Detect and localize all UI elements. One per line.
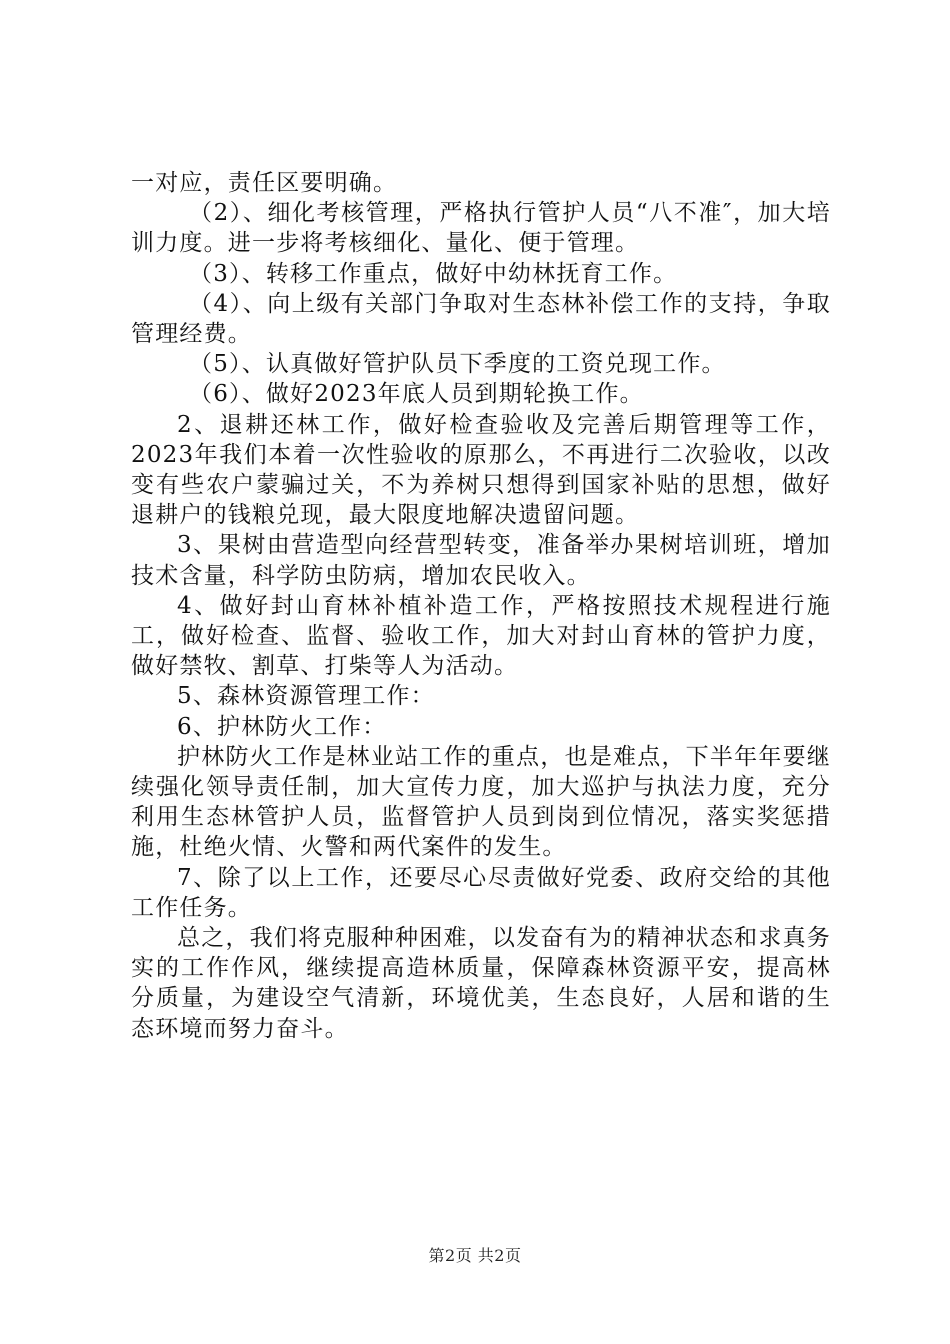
paragraph: （3）、转移工作重点，做好中幼林抚育工作。	[189, 260, 678, 287]
paragraph: （6）、做好2023年底人员到期轮换工作。	[189, 381, 644, 408]
paragraph: （4）、向上级有关部门争取对生态林补偿工作的支持，争取管理经费。	[131, 290, 831, 348]
paragraph: 一对应，责任区要明确。	[131, 170, 398, 196]
paragraph: 总之，我们将克服种种困难，以发奋有为的精神状态和求真务实的工作作风，继续提高造林质量，保障森林资源平安，提高林分质量，为建设空气清新，环境优美，生态良好，人居和谐的生态环境而努力奋斗。	[131, 925, 831, 1042]
paragraph: 3、果树由营造型向经营型转变，准备举办果树培训班，增加技术含量，科学防虫防病，增加农民收入。	[131, 532, 831, 589]
paragraph: （2）、细化考核管理，严格执行管护人员“八不准″，加大培训力度。进一步将考核细化、量化、便于管理。	[131, 200, 831, 257]
paragraph: 2、退耕还林工作，做好检查验收及完善后期管理等工作，2023年我们本着一次性验收的原那么，不再进行二次验收，以改变有些农户蒙骗过关，不为养树只想得到国家补贴的思想，做好退耕户的钱粮兑现，最大限度地解决遗留问题。	[131, 411, 831, 529]
paragraph: （5）、认真做好管护队员下季度的工资兑现工作。	[189, 351, 726, 378]
paragraph: 护林防火工作是林业站工作的重点，也是难点，下半年年要继续强化领导责任制，加大宣传力度，加大巡护与执法力度，充分利用生态林管护人员，监督管护人员到岗到位情况，落实奖惩措施，杜绝火情、火警和两代案件的发生。	[131, 743, 831, 861]
paragraph: 5、森林资源管理工作：	[177, 683, 435, 710]
paragraph: 6、护林防火工作：	[177, 713, 387, 740]
paragraph: 4、做好封山育林补植补造工作，严格按照技术规程进行施工，做好检查、监督、验收工作，加大对封山育林的管护力度，做好禁牧、割草、打柴等人为活动。	[131, 592, 831, 680]
page-number-footer: 第2页 共2页	[428, 1246, 522, 1265]
document-body	[131, 168, 831, 1044]
paragraph: 7、除了以上工作，还要尽心尽责做好党委、政府交给的其他工作任务。	[131, 864, 831, 921]
